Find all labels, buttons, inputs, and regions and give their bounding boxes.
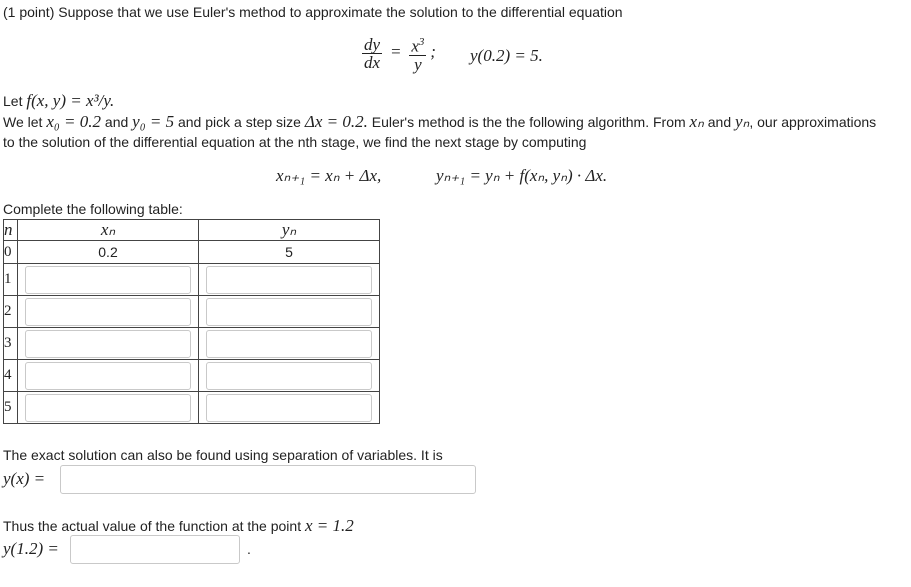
header-yn: yₙ: [199, 220, 380, 241]
xn-symbol: xₙ: [689, 112, 704, 131]
row-index: 2: [4, 296, 18, 328]
step-size-text: and pick a step size: [177, 114, 301, 130]
table-row: [4, 328, 380, 360]
problem-intro: (1 point) Suppose that we use Euler's method to approximate the solution to the differential equation: [3, 4, 623, 20]
x0-expression: x₀ = 0.2: [46, 112, 102, 131]
euler-description: Euler's method is the the following algorithm. From: [371, 114, 686, 130]
x-recurrence: xₙ₊₁ = xₙ + Δx,: [276, 166, 382, 185]
step-size-expression: Δx = 0.2.: [304, 112, 368, 131]
exact-solution-text: The exact solution can also be found using separation of variables. It is: [3, 447, 443, 463]
table-header-row: [4, 220, 380, 241]
y4-input[interactable]: [206, 362, 372, 390]
point-expression: x = 1.2: [304, 516, 354, 535]
ode-semicolon: ;: [430, 42, 436, 62]
rhs-fraction: [409, 34, 426, 73]
equals-sign: =: [389, 42, 402, 62]
x3-input[interactable]: [25, 330, 191, 358]
row-index: 3: [4, 328, 18, 360]
rhs-numerator: x: [411, 36, 419, 56]
row-index: 1: [4, 264, 18, 296]
table-row: [4, 264, 380, 296]
row-index: 5: [4, 392, 18, 424]
and-text-2: and: [707, 114, 732, 130]
y5-input[interactable]: [206, 394, 372, 422]
initial-condition: y(0.2) = 5.: [470, 46, 543, 65]
setup-line: [3, 112, 876, 132]
row-index: 4: [4, 360, 18, 392]
trailing-period: .: [247, 541, 251, 557]
x2-input[interactable]: [25, 298, 191, 326]
yn-symbol: yₙ: [735, 112, 750, 131]
x5-input[interactable]: [25, 394, 191, 422]
f-definition: f(x, y) = x³/y.: [26, 91, 115, 110]
table-caption: Complete the following table:: [3, 201, 183, 217]
table-row: [4, 241, 380, 264]
y1-input[interactable]: [206, 266, 372, 294]
x4-input[interactable]: [25, 362, 191, 390]
let-label: Let: [3, 93, 23, 109]
table-row: [4, 296, 380, 328]
y2-input[interactable]: [206, 298, 372, 326]
rhs-denominator: y: [414, 54, 422, 74]
actual-value-text: Thus the actual value of the function at the point: [3, 518, 302, 534]
actual-value-input[interactable]: [70, 535, 240, 564]
exact-solution-label: y(x) =: [3, 469, 46, 488]
let-line: [3, 91, 114, 111]
exact-solution-input[interactable]: [60, 465, 476, 494]
ode-numerator: dy: [364, 34, 381, 54]
actual-value-line: [3, 516, 354, 536]
table-row: [4, 360, 380, 392]
row-index: 0: [4, 241, 18, 264]
dy-dx-fraction: [362, 36, 382, 71]
y0-expression: y₀ = 5: [132, 112, 175, 131]
ode-denominator: dx: [364, 52, 381, 72]
x0-value: 0.2: [18, 241, 199, 264]
y3-input[interactable]: [206, 330, 372, 358]
euler-table: [3, 219, 380, 424]
y-recurrence: yₙ₊₁ = yₙ + f(xₙ, yₙ) · Δx.: [436, 166, 608, 185]
y0-value: 5: [199, 241, 380, 264]
actual-value-label: y(1.2) =: [3, 539, 59, 558]
header-xn: xₙ: [18, 220, 199, 241]
and-text-1: and: [104, 114, 129, 130]
x1-input[interactable]: [25, 266, 191, 294]
rhs-exponent: 3: [418, 36, 425, 48]
description-line-3: to the solution of the differential equation at the nth stage, we find the next stage by computing: [3, 134, 587, 150]
header-n: n: [4, 220, 18, 241]
differential-equation: [362, 34, 436, 73]
we-let-text: We let: [3, 114, 43, 130]
approximations-text: , our approximations: [749, 114, 877, 130]
table-row: [4, 392, 380, 424]
